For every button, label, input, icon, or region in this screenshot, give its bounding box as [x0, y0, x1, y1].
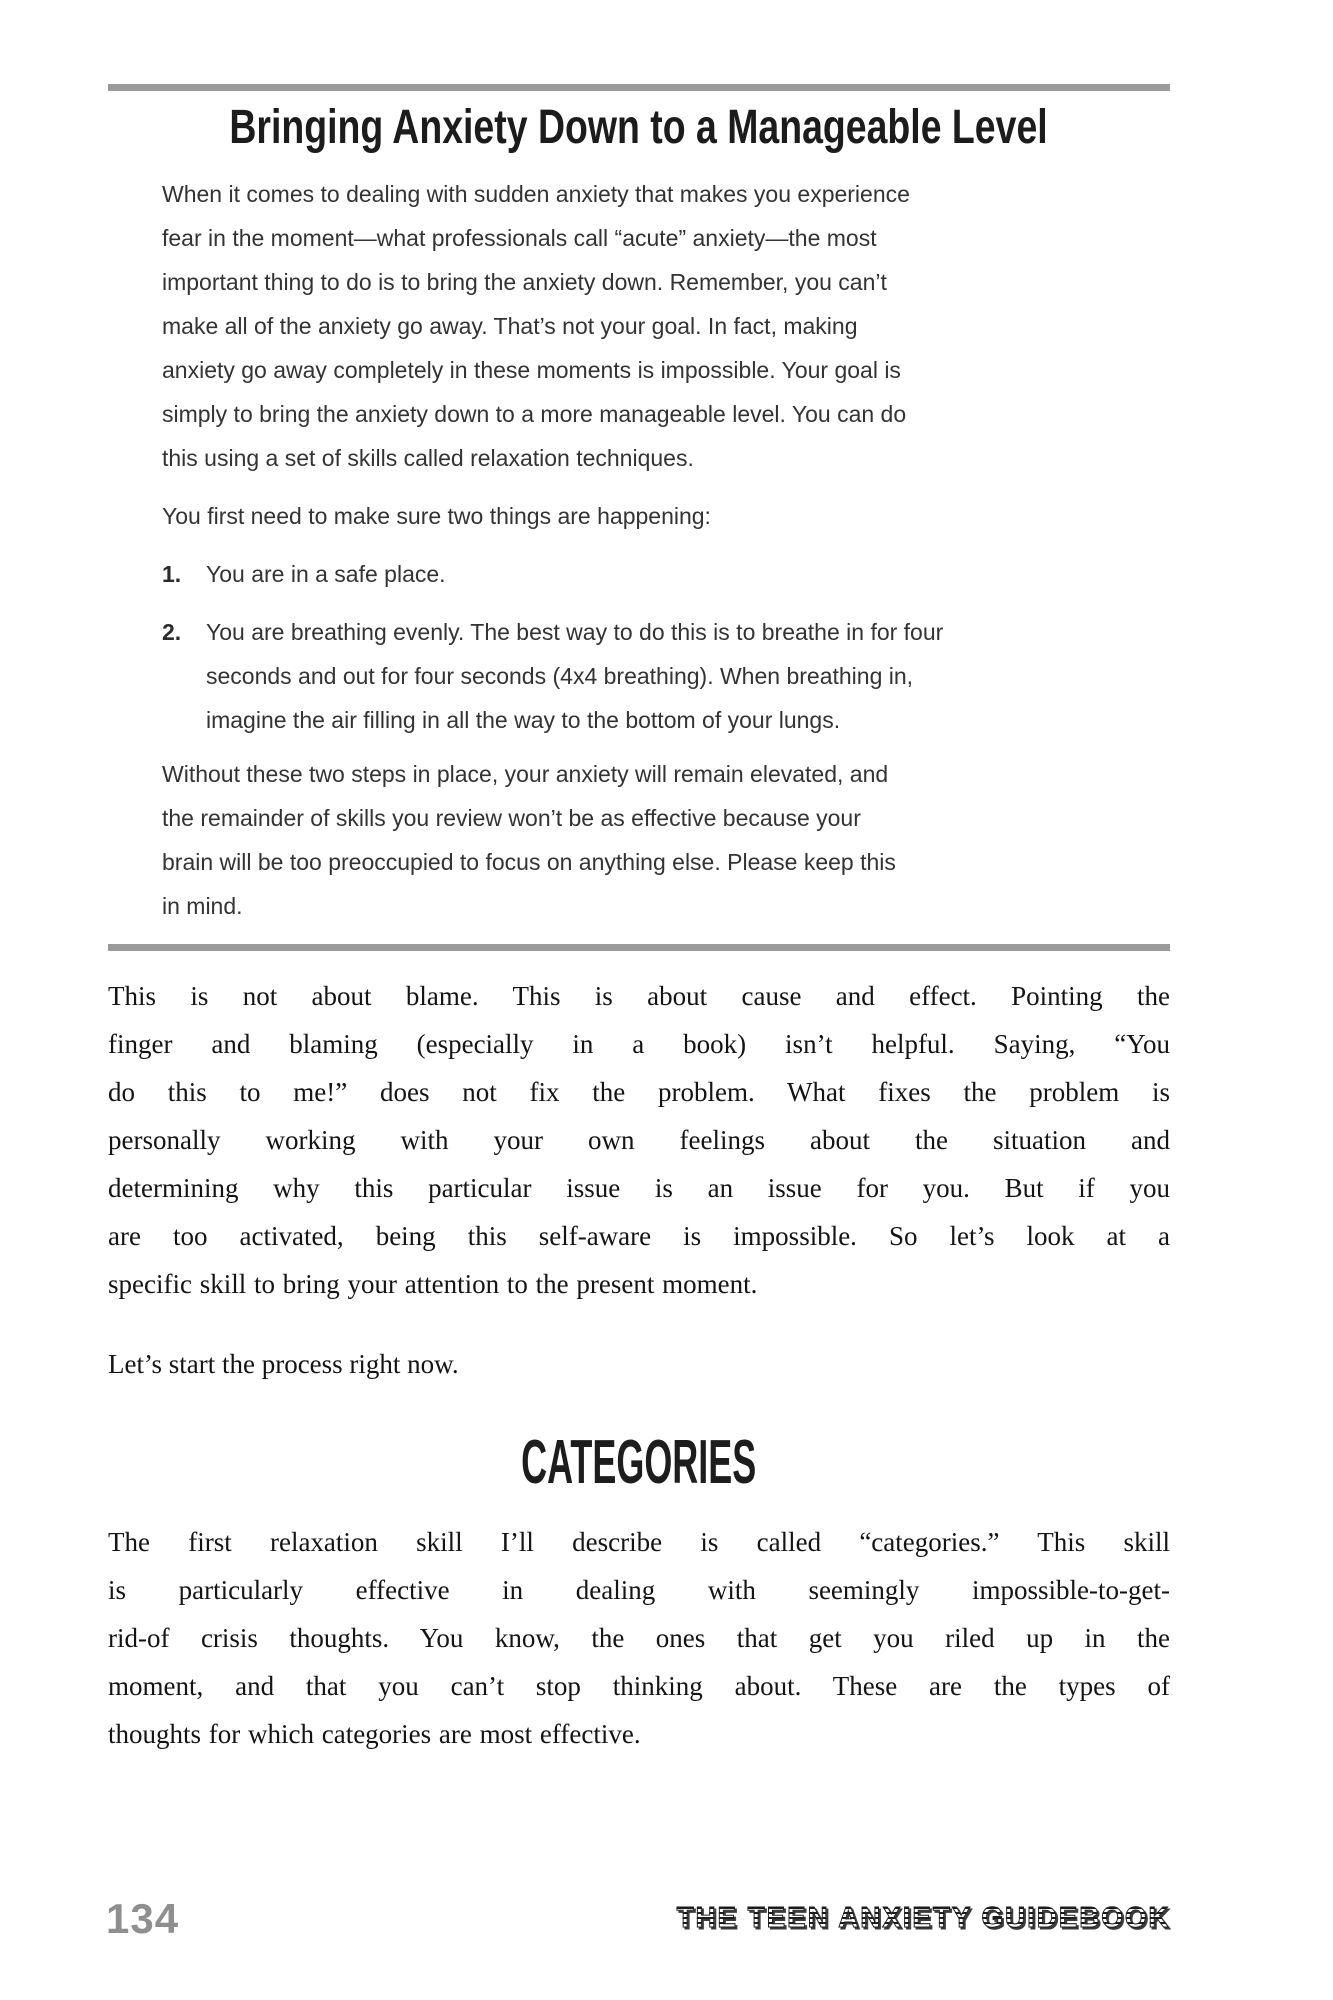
text-line: The first relaxation skill I’ll describe is called “categories.” This skill: [108, 1527, 1170, 1557]
text-line: You are breathing evenly. The best way to do this is to breathe in for four: [206, 619, 944, 645]
text-line: moment, and that you can’t stop thinking about. These are the types of: [108, 1671, 1170, 1701]
list-item-1-number: 1.: [162, 561, 182, 587]
text-line: specific skill to bring your attention to the present moment.: [108, 1269, 758, 1299]
text-line: seconds and out for four seconds (4x4 breathing). When breathing in,: [206, 663, 914, 689]
text-line: do this to me!” does not fix the problem. What fixes the problem is: [108, 1077, 1170, 1107]
list-item-1-text: [206, 552, 1122, 596]
text-line: is particularly effective in dealing with seemingly impossible-to-get-: [108, 1575, 1170, 1605]
section-heading: [108, 1430, 1170, 1496]
callout-paragraph-3: [162, 752, 1122, 928]
list-item-2-text: [206, 610, 1122, 742]
text-line: in mind.: [162, 893, 243, 919]
text-line: this using a set of skills called relaxation techniques.: [162, 445, 694, 471]
text-line: determining why this particular issue is an issue for you. But if you: [108, 1173, 1170, 1203]
main-body-text: [108, 972, 1170, 1758]
list-item-2: [162, 610, 1122, 742]
callout-paragraph-1: [162, 172, 1122, 480]
callout-top-rule: [108, 84, 1170, 91]
running-book-title: THE TEEN ANXIETY GUIDEBOOK: [676, 1902, 1170, 1934]
body-paragraph-3: [108, 1518, 1170, 1758]
text-line: important thing to do is to bring the anxiety down. Remember, you can’t: [162, 269, 887, 295]
text-line: anxiety go away completely in these moments is impossible. Your goal is: [162, 357, 901, 383]
page-number: 134: [106, 1895, 180, 1942]
callout-title-text: Bringing Anxiety Down to a Manageable Level: [229, 101, 1049, 154]
section-heading-text: CATEGORIES: [521, 1428, 757, 1497]
text-line: personally working with your own feelings about the situation and: [108, 1125, 1170, 1155]
text-line: the remainder of skills you review won’t be as effective because your: [162, 805, 861, 831]
text-line: are too activated, being this self-aware is impossible. So let’s look at a: [108, 1221, 1170, 1251]
text-line: thoughts for which categories are most effective.: [108, 1719, 641, 1749]
list-item-2-number: 2.: [162, 619, 182, 645]
text-line: simply to bring the anxiety down to a more manageable level. You can do: [162, 401, 907, 427]
callout-box: [108, 100, 1170, 928]
body-paragraph-2: Let’s start the process right now.: [108, 1349, 459, 1379]
text-line: make all of the anxiety go away. That’s not your goal. In fact, making: [162, 313, 858, 339]
text-line: You are in a safe place.: [206, 561, 446, 587]
callout-paragraph-2: You first need to make sure two things are happening:: [162, 503, 711, 529]
text-line: brain will be too preoccupied to focus on anything else. Please keep this: [162, 849, 896, 875]
list-item-1: [162, 552, 1122, 596]
body-paragraph-1: [108, 972, 1170, 1308]
callout-body: [162, 172, 1122, 928]
callout-title: [108, 100, 1170, 156]
callout-numbered-list: [162, 552, 1122, 742]
text-line: This is not about blame. This is about cause and effect. Pointing the: [108, 981, 1170, 1011]
callout-bottom-rule: [108, 944, 1170, 951]
text-line: Without these two steps in place, your anxiety will remain elevated, and: [162, 761, 889, 787]
text-line: rid-of crisis thoughts. You know, the ones that get you riled up in the: [108, 1623, 1170, 1653]
text-line: fear in the moment—what professionals call “acute” anxiety—the most: [162, 225, 877, 251]
text-line: imagine the air filling in all the way to the bottom of your lungs.: [206, 707, 841, 733]
text-line: When it comes to dealing with sudden anxiety that makes you experience: [162, 181, 910, 207]
text-line: finger and blaming (especially in a book) isn’t helpful. Saying, “You: [108, 1029, 1170, 1059]
